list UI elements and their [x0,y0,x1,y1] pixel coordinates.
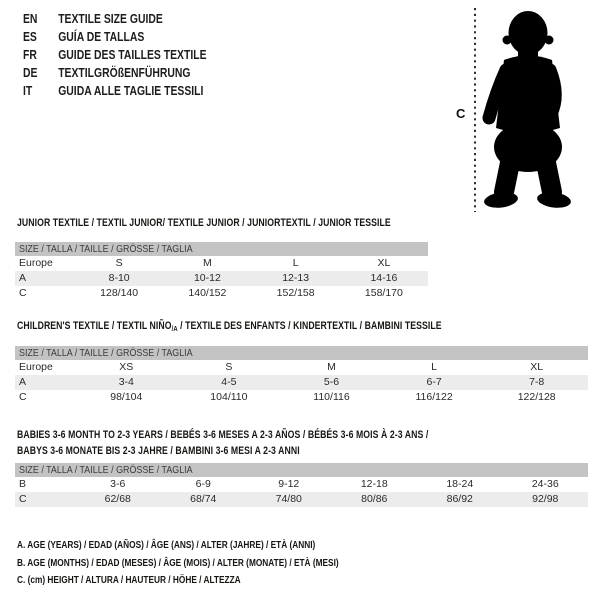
cell: 24-36 [531,478,559,490]
cell: M [327,361,336,373]
cell: S [225,361,233,373]
babies-section-title [17,427,538,459]
language-row [23,82,207,100]
baby-silhouette [483,11,572,210]
table-row-height [15,286,428,301]
cell: 18-24 [446,478,474,490]
children-title-subscript: /A [171,324,178,333]
table-row-age [15,271,428,286]
cell: 5-6 [323,376,340,388]
row-label: Europe [19,257,53,269]
cell: 68/74 [190,493,217,505]
cell: L [431,361,437,373]
babies-title-line1: BABIES 3-6 MONTH TO 2-3 YEARS / BEBÉS 3-6 MESES A 2-3 AÑOS / BÉBÉS 3-6 MOIS À 2-3 ANS / [17,429,429,441]
row-label: B [19,478,27,490]
babies-title-line2: BABYS 3-6 MONATE BIS 2-3 JAHRE / BAMBINI 3-6 MESI A 2-3 ANNI [17,445,300,457]
size-header-bar [15,346,588,360]
cell: 6-7 [426,376,442,388]
cell: XL [530,361,544,373]
language-code: IT [23,83,33,98]
table-row-age [15,375,588,390]
cell: 104/110 [210,391,248,403]
cell: 10-12 [193,272,221,284]
cell: 122/128 [517,391,556,403]
language-row [23,46,207,64]
cell: 62/68 [104,493,131,505]
size-header-bar [15,463,588,477]
table-row-height [15,492,588,507]
row-label: Europe [19,361,53,373]
cell: 74/80 [275,493,302,505]
children-title-rest: / TEXTILE DES ENFANTS / KINDERTEXTIL / BAMBINI TESSILE [177,320,442,332]
junior-size-table [15,242,428,301]
cell: 140/152 [188,287,227,299]
footnote-a: A. AGE (YEARS) / EDAD (AÑOS) / ÂGE (ANS) / ALTER (JAHRE) / ETÀ (ANNI) [17,539,316,551]
size-header-label: SIZE / TALLA / TAILLE / GRÖSSE / TAGLIA [19,464,193,476]
cell: 8-10 [108,272,130,284]
row-label: C [19,287,27,299]
cell: 14-16 [370,272,398,284]
cell: 128/140 [100,287,139,299]
size-header-label: SIZE / TALLA / TAILLE / GRÖSSE / TAGLIA [19,347,193,359]
cell: M [203,257,212,269]
size-header-label: SIZE / TALLA / TAILLE / GRÖSSE / TAGLIA [19,243,193,255]
cell: L [292,257,299,269]
language-row [23,28,207,46]
junior-section-title: JUNIOR TEXTILE / TEXTIL JUNIOR/ TEXTILE JUNIOR / JUNIORTEXTIL / JUNIOR TESSILE [17,217,391,229]
height-label-c: C [456,106,466,121]
cell: XS [119,361,134,373]
table-row-age-months [15,477,588,492]
cell: 158/170 [364,287,403,299]
language-code: FR [23,47,37,62]
cell: 9-12 [278,478,300,490]
children-size-table [15,346,588,405]
table-row-europe [15,360,588,375]
language-code: EN [23,11,38,26]
cell: 4-5 [221,376,237,388]
language-title: TEXTILE SIZE GUIDE [58,11,163,26]
cell: 110/116 [313,391,350,403]
language-row [23,10,207,28]
language-title: GUIDE DES TAILLES TEXTILE [58,47,207,62]
footnote-b: B. AGE (MONTHS) / EDAD (MESES) / ÂGE (MOIS) / ALTER (MONATE) / ETÀ (MESI) [17,556,339,569]
cell: XL [377,257,391,269]
row-label: C [19,493,27,505]
language-row [23,64,207,82]
cell: 3-6 [110,478,126,490]
cell: 86/92 [446,493,473,505]
cell: 6-9 [195,478,211,490]
cell: 98/104 [110,391,143,403]
cell: 152/158 [276,287,315,299]
footnote-c: C. (cm) HEIGHT / ALTURA / HAUTEUR / HÖHE / ALTEZZA [17,574,241,586]
language-title-list [23,10,252,100]
language-title: TEXTILGRÖßENFÜHRUNG [58,65,191,80]
language-title: GUIDA ALLE TAGLIE TESSILI [58,83,204,98]
language-title: GUÍA DE TALLAS [58,29,145,44]
size-header-bar [15,242,428,256]
row-label: A [19,376,27,388]
cell: 80/86 [361,493,388,505]
row-label: A [19,272,27,284]
children-section-title [17,318,442,337]
babies-size-table [15,463,588,507]
table-row-europe [15,256,428,271]
cell: 92/98 [532,493,559,505]
cell: 12-13 [282,272,310,284]
language-code: ES [23,29,37,44]
footnote-legend [17,537,424,590]
children-title-main: CHILDREN'S TEXTILE / TEXTIL NIÑO [17,320,172,332]
cell: 12-18 [360,478,388,490]
language-code: DE [23,65,38,80]
table-row-height [15,390,588,405]
cell: 116/122 [415,391,453,403]
cell: 3-4 [118,376,134,388]
cell: 7-8 [529,376,545,388]
cell: S [115,257,123,269]
row-label: C [19,391,27,403]
